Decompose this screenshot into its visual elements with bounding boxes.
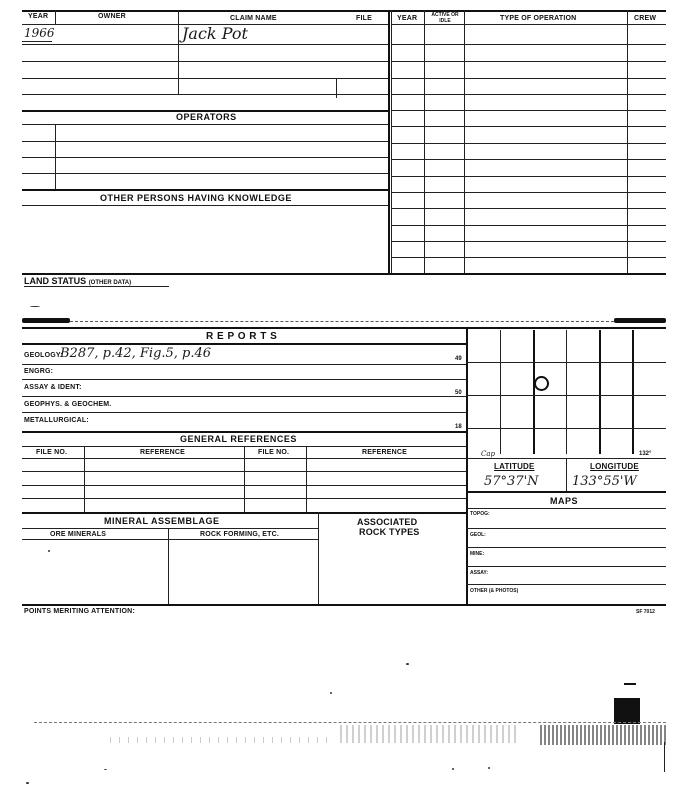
top-border	[22, 10, 666, 12]
scan-blot	[614, 698, 640, 724]
ops-header-year: YEAR	[397, 15, 418, 22]
points-meriting-attention-label: POINTS MERITING ATTENTION:	[24, 608, 135, 615]
header-claim-name: CLAIM NAME	[230, 15, 277, 22]
associated-rock-types-line2: ROCK TYPES	[359, 527, 420, 537]
maps-topog-label: TOPOG:	[470, 511, 490, 517]
geology-label: GEOLOGY:	[24, 352, 63, 359]
longitude-value: 133°55'W	[572, 474, 637, 489]
maps-title: MAPS	[550, 496, 579, 506]
assay-label: ASSAY & IDENT:	[24, 384, 82, 391]
maps-other-label: OTHER (& PHOTOS)	[470, 588, 519, 594]
other-persons-title: OTHER PERSONS HAVING KNOWLEDGE	[100, 193, 292, 203]
maps-assay-label: ASSAY:	[470, 570, 489, 576]
ref-header-file-no-2: FILE NO.	[258, 449, 290, 456]
rock-forming-header: ROCK FORMING, ETC.	[200, 531, 280, 538]
map-right-note: 132°	[639, 451, 652, 457]
longitude-label: LONGITUDE	[590, 462, 639, 471]
margin-number-18: 18	[455, 424, 462, 430]
ops-header-type: TYPE OF OPERATION	[500, 15, 577, 22]
ref-header-reference-1: REFERENCE	[140, 449, 185, 456]
map-left-note: Cap	[481, 450, 496, 458]
associated-rock-types-line1: ASSOCIATED	[357, 517, 418, 527]
reports-title: R E P O R T S	[206, 331, 278, 342]
latitude-label: LATITUDE	[494, 462, 535, 471]
claim-year-value: 1966	[24, 26, 55, 40]
margin-number-49: 49	[455, 356, 462, 362]
claim-name-value: Jack Pot	[182, 24, 248, 43]
ref-header-file-no-1: FILE NO.	[36, 449, 68, 456]
ops-header-active-idle: ACTIVE OR IDLE	[431, 12, 459, 24]
land-status-title: LAND STATUS (OTHER DATA)	[24, 276, 132, 286]
margin-number-50: 50	[455, 390, 462, 396]
header-owner: OWNER	[98, 13, 126, 20]
general-references-title: GENERAL REFERENCES	[180, 434, 297, 444]
header-file: FILE	[356, 15, 372, 22]
form-number: SF 7012	[636, 609, 655, 615]
mineral-assemblage-title: MINERAL ASSEMBLAGE	[104, 516, 220, 526]
operators-title: OPERATORS	[176, 112, 237, 122]
metallurgical-label: METALLURGICAL:	[24, 417, 89, 424]
latitude-value: 57°37'N	[484, 474, 539, 489]
geophys-label: GEOPHYS. & GEOCHEM.	[24, 401, 112, 408]
claim-location-mark	[534, 376, 549, 391]
engrg-label: ENGRG:	[24, 368, 54, 375]
geology-value: B287, p.42, Fig.5, p.46	[60, 346, 212, 361]
ref-header-reference-2: REFERENCE	[362, 449, 407, 456]
ore-minerals-header: ORE MINERALS	[50, 531, 107, 538]
maps-geol-label: GEOL:	[470, 532, 486, 538]
ops-header-crew: CREW	[634, 15, 657, 22]
maps-mine-label: MINE:	[470, 551, 485, 557]
header-year: YEAR	[28, 13, 49, 20]
